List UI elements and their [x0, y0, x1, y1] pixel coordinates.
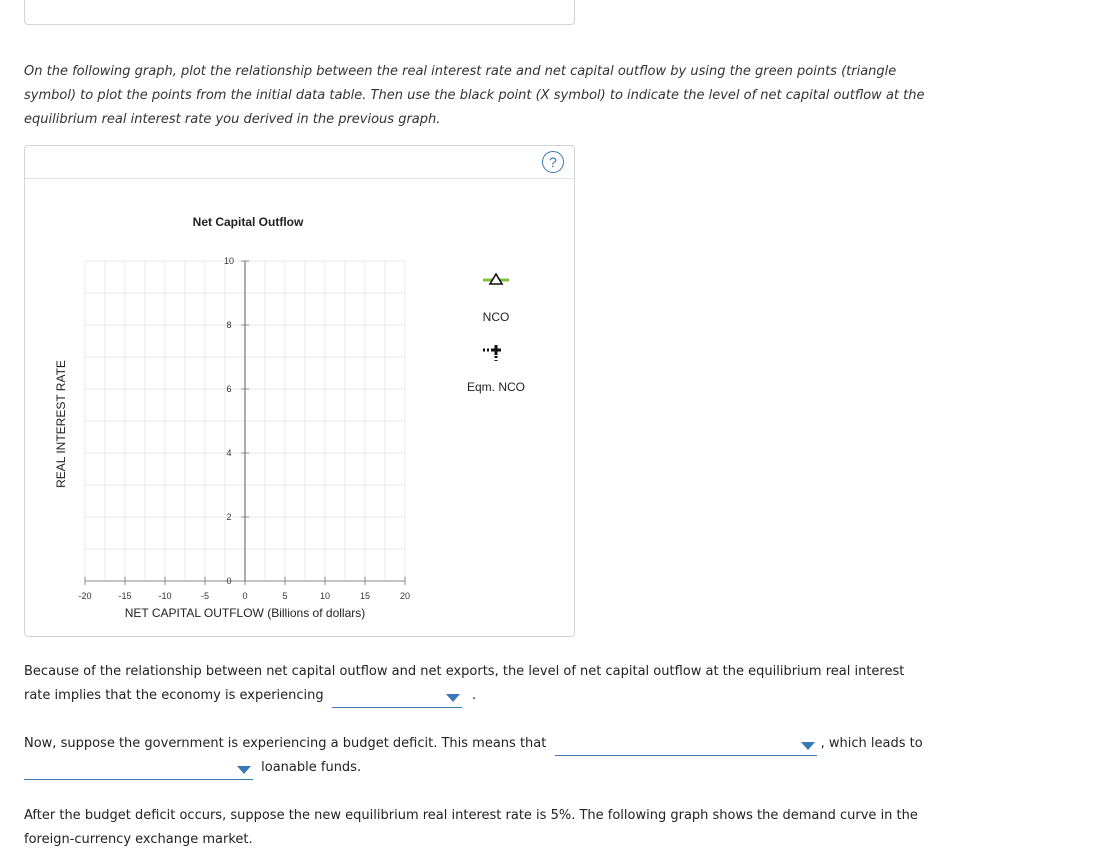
net-exports-question-text: Because of the relationship between net capital outflow and net exports, the level of net capital outflow at the equilibrium real interest rate implies that the economy is experiencing — [24, 664, 905, 703]
net-exports-question — [24, 660, 924, 708]
chevron-down-icon — [446, 694, 460, 702]
loanable-funds-end-text: loanable funds. — [261, 760, 362, 775]
budget-deficit-middle-text: , which leads to — [820, 736, 923, 751]
y-axis-label: REAL INTEREST RATE — [54, 360, 68, 488]
x-tick-label: -15 — [118, 591, 132, 601]
chevron-down-icon — [801, 742, 815, 750]
net-exports-dropdown[interactable] — [332, 687, 462, 708]
legend-eqm-nco-label: Eqm. NCO — [466, 380, 526, 394]
budget-deficit-meaning-dropdown[interactable] — [555, 735, 817, 756]
y-tick-label: 6 — [226, 384, 232, 394]
x-axis-label: NET CAPITAL OUTFLOW (Billions of dollars) — [124, 606, 366, 620]
cross-icon[interactable] — [491, 345, 501, 355]
new-equilibrium-text: After the budget deficit occurs, suppose the new equilibrium real interest rate is 5%. The following graph shows the demand curve in the foreign-currency exchange market. — [24, 808, 918, 847]
y-tick-label: 8 — [226, 320, 232, 330]
nco-chart[interactable] — [25, 146, 574, 636]
y-tick-label: 10 — [223, 256, 235, 266]
x-tick-label: -10 — [158, 591, 172, 601]
y-tick-label: 4 — [226, 448, 232, 458]
x-tick-label: -20 — [78, 591, 92, 601]
chart-title: Net Capital Outflow — [192, 215, 304, 229]
net-exports-question-end: . — [471, 688, 477, 703]
loanable-funds-effect-dropdown[interactable] — [24, 759, 253, 780]
loanable-funds-graph-panel — [24, 0, 575, 25]
instructions-text: On the following graph, plot the relationship between the real interest rate and net capital outflow by using the green points (triangle symbol) to plot the points from the initial data table. Then use the black point (X symbol) to indicate the level of net capital outflow at the equilibrium real interest rate you derived in the previous graph. — [24, 64, 925, 127]
x-tick-label: 10 — [319, 591, 331, 601]
x-tick-label: 15 — [359, 591, 371, 601]
nco-graph-panel — [24, 145, 575, 637]
legend-nco-label: NCO — [482, 310, 510, 324]
legend-eqm-cross-tool[interactable] — [483, 345, 501, 361]
x-tick-label: -5 — [200, 591, 210, 601]
x-tick-label: 20 — [399, 591, 411, 601]
legend-nco-triangle-tool[interactable] — [483, 274, 509, 284]
y-tick-label: 2 — [226, 512, 232, 522]
chevron-down-icon — [237, 766, 251, 774]
help-button[interactable]: ? — [542, 151, 564, 173]
x-tick-label: 5 — [282, 591, 288, 601]
budget-deficit-question-text: Now, suppose the government is experiencing a budget deficit. This means that — [24, 736, 547, 751]
x-tick-label: 0 — [242, 591, 248, 601]
y-tick-label: 0 — [226, 576, 232, 586]
budget-deficit-question — [24, 732, 924, 780]
